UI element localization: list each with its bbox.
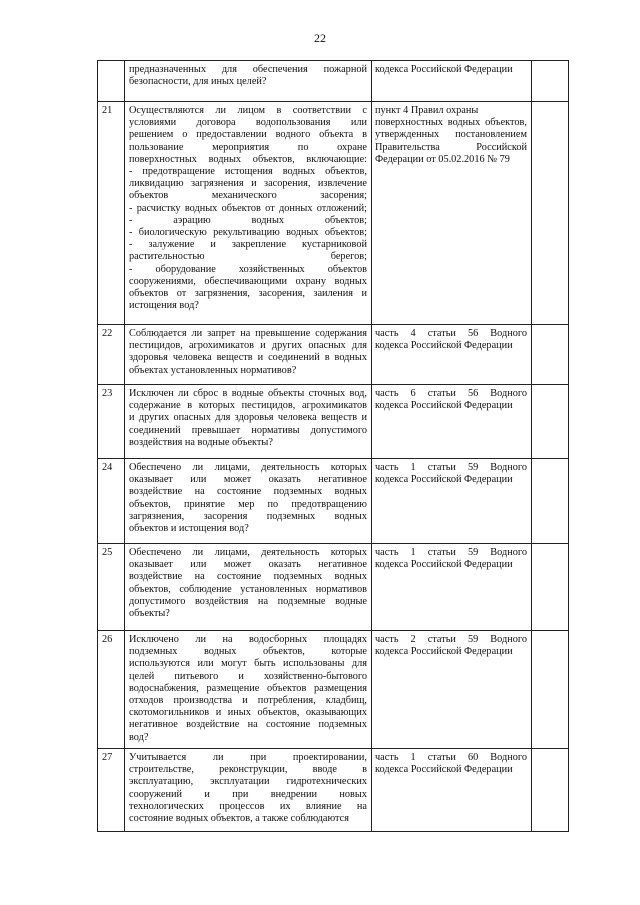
question-line: Учитывается ли при проектировании,: [129, 752, 367, 763]
question-line: технологических процессов их влияние на: [129, 800, 367, 812]
row-number: 24: [98, 459, 125, 544]
reference-line: Федерации от 05.02.2016 № 79: [375, 153, 510, 165]
row-number: 22: [98, 325, 125, 385]
question-line: пользование мероприятия по охране: [129, 141, 367, 153]
question-line: сооружениями, обеспечивающими охрану водных: [129, 275, 367, 287]
reference-line: кодекса Российской Федерации: [375, 474, 513, 486]
reference-line: часть 4 статьи 56 Водного: [375, 328, 527, 339]
reference-line: часть 6 статьи 56 Водного: [375, 388, 527, 399]
reference-line: кодекса Российской Федерации: [375, 559, 513, 571]
table-row: [98, 61, 569, 102]
row-number: 21: [98, 102, 125, 325]
question-line: эксплуатацию, эксплуатации гидротехнических: [129, 776, 367, 788]
question-cell: [125, 544, 372, 631]
reference-line: пункт 4 Правил охраны: [375, 105, 479, 116]
reference-cell: [372, 102, 532, 325]
question-line: отходов производства и потребления, кладбищ,: [129, 695, 367, 707]
answer-cell[interactable]: [532, 102, 569, 325]
question-line: - оборудование хозяйственных объектов: [129, 263, 367, 275]
question-line: загрязнения, засорения подземных водных: [129, 510, 367, 522]
question-line: допустимого воздействия на подземные водные: [129, 595, 367, 607]
reference-line: часть 1 статьи 60 Водного: [375, 752, 527, 763]
question-line: Исключено ли на водосборных площадях: [129, 634, 367, 645]
row-number: 25: [98, 544, 125, 631]
question-line: Соблюдается ли запрет на превышение содержания: [129, 328, 367, 339]
question-line: Обеспечено ли лицами, деятельность которых: [129, 462, 367, 473]
table-row: [98, 749, 569, 832]
reference-cell: [372, 749, 532, 832]
question-cell: [125, 459, 372, 544]
reference-line: часть 2 статьи 59 Водного: [375, 634, 527, 645]
question-line: пестицидов, агрохимикатов и других опасных для: [129, 340, 367, 352]
question-line: объектов от загрязнения, засорения, заиления и: [129, 288, 367, 300]
reference-line: утвержденных постановлением: [375, 129, 527, 141]
question-cell: [125, 631, 372, 749]
question-line: - залужение и закрепление кустарниковой: [129, 239, 367, 251]
question-line: и других опасных для здоровья человека веществ и: [129, 412, 367, 424]
answer-cell[interactable]: [532, 631, 569, 749]
reference-line: кодекса Российской Федерации: [375, 340, 513, 352]
question-line: оказывает или может оказать негативное: [129, 559, 367, 571]
question-line: целей питьевого и хозяйственно-бытового: [129, 670, 367, 682]
question-line: используются или могут быть использованы для: [129, 658, 367, 670]
table-row: [98, 631, 569, 749]
reference-line: кодекса Российской Федерации: [375, 764, 513, 776]
question-line: растительностью берегов;: [129, 251, 367, 263]
page-number: 22: [314, 31, 326, 45]
question-line: оказывает или может оказать негативное: [129, 474, 367, 486]
question-line: объектах установленных нормативов?: [129, 364, 297, 376]
reference-cell: [372, 325, 532, 385]
checklist-table: [97, 60, 569, 832]
question-line: вод?: [129, 731, 149, 743]
question-cell: [125, 61, 372, 102]
question-line: Исключен ли сброс в водные объекты сточных вод,: [129, 388, 367, 399]
question-line: строительстве, реконструкции, вводе в: [129, 764, 367, 776]
question-line: объектов механического засорения;: [129, 190, 367, 202]
question-line: скотомогильников и иных объектов, оказывающих: [129, 707, 367, 719]
reference-line: часть 1 статьи 59 Водного: [375, 547, 527, 558]
table-row: [98, 325, 569, 385]
reference-cell: [372, 631, 532, 749]
reference-line: поверхностных водных объектов,: [375, 117, 527, 129]
question-line: Обеспечено ли лицами, деятельность которых: [129, 547, 367, 558]
answer-cell[interactable]: [532, 749, 569, 832]
question-line: воздействия на водные объекты?: [129, 436, 273, 448]
question-line: поверхностных водных объектов, включающие:: [129, 153, 367, 165]
reference-line: часть 1 статьи 59 Водного: [375, 462, 527, 473]
question-line: подземных водных объектов, которые: [129, 646, 367, 658]
question-line: объектов и истощения вод?: [129, 523, 249, 535]
question-cell: [125, 749, 372, 832]
question-line: - биологическую рекультивацию водных объектов;: [129, 227, 367, 239]
table-row: [98, 544, 569, 631]
answer-cell[interactable]: [532, 385, 569, 459]
question-cell: [125, 325, 372, 385]
question-line: негативное воздействие на состояние подземных: [129, 719, 367, 731]
reference-cell: [372, 544, 532, 631]
row-number: [98, 61, 125, 102]
question-line: объекты?: [129, 608, 170, 620]
question-line: ликвидацию загрязнения и засорения, извлечение: [129, 178, 367, 190]
answer-cell[interactable]: [532, 459, 569, 544]
question-line: объектов, соблюдение установленных нормативов: [129, 583, 367, 595]
question-line: предназначенных для обеспечения пожарной: [129, 64, 367, 75]
row-number: 27: [98, 749, 125, 832]
question-line: содержание в которых пестицидов, агрохимикатов: [129, 400, 367, 412]
question-line: решением о предоставлении водного объекта в: [129, 129, 367, 141]
row-number: 26: [98, 631, 125, 749]
question-line: - предотвращение истощения водных объектов,: [129, 166, 367, 178]
question-line: воздействие на состояние подземных водных: [129, 571, 367, 583]
question-cell: [125, 385, 372, 459]
row-number: 23: [98, 385, 125, 459]
question-line: здоровья человека веществ и соединений в водных: [129, 352, 367, 364]
reference-line: кодекса Российской Федерации: [375, 646, 513, 658]
question-line: - расчистку водных объектов от донных отложений;: [129, 202, 367, 214]
question-line: безопасности, для иных целей?: [129, 76, 267, 88]
reference-cell: [372, 61, 532, 102]
reference-line: кодекса Российской Федерации: [375, 64, 513, 75]
question-line: Осуществляются ли лицом в соответствии с: [129, 105, 367, 116]
question-line: состояние водных объектов, а также соблюдаются: [129, 813, 349, 825]
question-line: воздействие на состояние подземных водных: [129, 486, 367, 498]
reference-cell: [372, 385, 532, 459]
question-line: соединений превышает нормативы допустимого: [129, 424, 367, 436]
answer-cell[interactable]: [532, 61, 569, 102]
question-line: сооружений и при внедрении новых: [129, 788, 367, 800]
reference-line: кодекса Российской Федерации: [375, 400, 513, 412]
reference-cell: [372, 459, 532, 544]
question-line: - аэрацию водных объектов;: [129, 214, 367, 226]
question-line: истощения вод?: [129, 300, 199, 312]
reference-line: Правительства Российской: [375, 141, 527, 153]
question-line: объектов, принятие мер по предотвращению: [129, 498, 367, 510]
table-row: [98, 385, 569, 459]
question-cell: [125, 102, 372, 325]
question-line: условиями договора водопользования или: [129, 117, 367, 129]
answer-cell[interactable]: [532, 325, 569, 385]
question-line: водоснабжения, размещение объектов размещения: [129, 682, 367, 694]
answer-cell[interactable]: [532, 544, 569, 631]
table-row: [98, 459, 569, 544]
table-row: [98, 102, 569, 325]
